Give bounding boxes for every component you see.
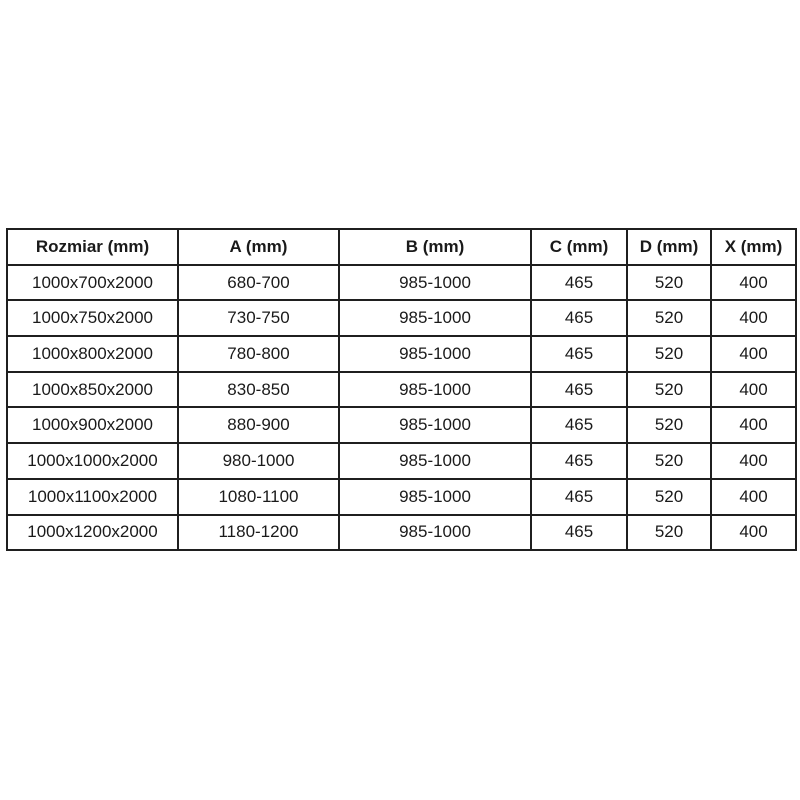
table-cell: 520	[627, 336, 711, 372]
table-cell: 400	[711, 372, 796, 408]
table-cell: 985-1000	[339, 336, 531, 372]
table-cell: 985-1000	[339, 515, 531, 551]
table-cell: 985-1000	[339, 407, 531, 443]
table-cell: 520	[627, 443, 711, 479]
table-cell: 1000x800x2000	[7, 336, 178, 372]
table-cell: 985-1000	[339, 300, 531, 336]
table-cell: 1000x750x2000	[7, 300, 178, 336]
table-cell: 465	[531, 407, 627, 443]
table-cell: 985-1000	[339, 265, 531, 301]
table-cell: 465	[531, 443, 627, 479]
table-cell: 1000x700x2000	[7, 265, 178, 301]
table-row	[7, 479, 796, 515]
table-cell: 980-1000	[178, 443, 339, 479]
dimensions-table	[6, 228, 797, 551]
table-header-row	[7, 229, 796, 265]
table-row	[7, 372, 796, 408]
table-row	[7, 443, 796, 479]
table-cell: 1000x850x2000	[7, 372, 178, 408]
table-cell: 1000x900x2000	[7, 407, 178, 443]
table-cell: 1000x1000x2000	[7, 443, 178, 479]
table-cell: 830-850	[178, 372, 339, 408]
table-cell: 465	[531, 336, 627, 372]
table-cell: 400	[711, 443, 796, 479]
table-cell: 730-750	[178, 300, 339, 336]
table-row	[7, 515, 796, 551]
table-row	[7, 336, 796, 372]
table-cell: 400	[711, 479, 796, 515]
table-row	[7, 265, 796, 301]
table-cell: 520	[627, 265, 711, 301]
table-cell: 780-800	[178, 336, 339, 372]
table-cell: 400	[711, 515, 796, 551]
table-cell: 880-900	[178, 407, 339, 443]
table-cell: 1000x1100x2000	[7, 479, 178, 515]
table-cell: 520	[627, 515, 711, 551]
table-cell: 400	[711, 300, 796, 336]
column-header: B (mm)	[339, 229, 531, 265]
table-cell: 400	[711, 407, 796, 443]
table-cell: 1180-1200	[178, 515, 339, 551]
table-row	[7, 407, 796, 443]
table-cell: 465	[531, 479, 627, 515]
table-cell: 985-1000	[339, 479, 531, 515]
table-body	[7, 265, 796, 551]
table-cell: 680-700	[178, 265, 339, 301]
table-cell: 465	[531, 300, 627, 336]
table-cell: 520	[627, 479, 711, 515]
column-header: X (mm)	[711, 229, 796, 265]
column-header: D (mm)	[627, 229, 711, 265]
table-cell: 465	[531, 372, 627, 408]
table-cell: 1000x1200x2000	[7, 515, 178, 551]
table-cell: 985-1000	[339, 372, 531, 408]
table-row	[7, 300, 796, 336]
table-cell: 465	[531, 265, 627, 301]
table-cell: 1080-1100	[178, 479, 339, 515]
table-cell: 985-1000	[339, 443, 531, 479]
table-cell: 400	[711, 265, 796, 301]
table-cell: 520	[627, 300, 711, 336]
table-cell: 520	[627, 372, 711, 408]
table-cell: 400	[711, 336, 796, 372]
column-header: C (mm)	[531, 229, 627, 265]
column-header: A (mm)	[178, 229, 339, 265]
table-cell: 520	[627, 407, 711, 443]
column-header: Rozmiar (mm)	[7, 229, 178, 265]
table-cell: 465	[531, 515, 627, 551]
